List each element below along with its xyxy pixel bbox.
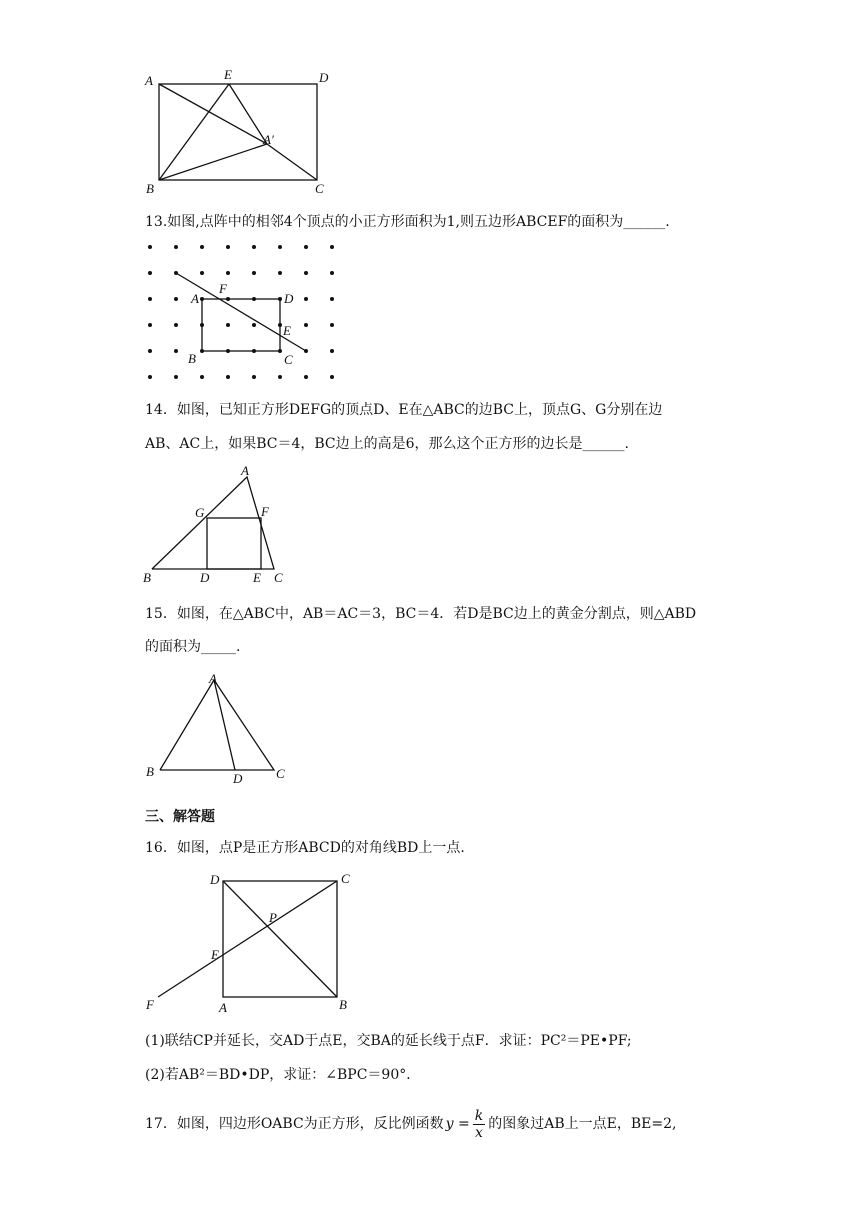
lattice-dot: [200, 375, 204, 379]
problem-16-part2: (2)若AB²＝BD•DP，求证：∠BPC＝90°．: [145, 1067, 421, 1083]
fig13-label-c: C: [284, 352, 293, 367]
lattice-dot: [148, 323, 152, 327]
fig14-label-d: D: [200, 570, 210, 585]
section-heading: 三、解答题: [145, 809, 215, 825]
fig15-label-d: D: [233, 771, 243, 785]
fig12-label-c: C: [315, 181, 324, 196]
lattice-dot: [278, 245, 282, 249]
lattice-dot: [330, 245, 334, 249]
problem-16-text: 16．如图，点P是正方形ABCD的对角线BD上一点.: [145, 840, 465, 856]
fig16-label-d: D: [210, 872, 220, 887]
lattice-dot: [330, 297, 334, 301]
fig13-label-a: A: [191, 291, 199, 306]
lattice-dot: [330, 323, 334, 327]
problem-13-text: 13.如图,点阵中的相邻4个顶点的小正方形面积为1,则五边形ABCEF的面积为______.: [145, 214, 670, 230]
fig16-label-c: C: [341, 871, 350, 886]
lattice-dot: [148, 245, 152, 249]
lattice-dot: [174, 297, 178, 301]
lattice-dot: [278, 375, 282, 379]
problem-17-text-before: 17．如图，四边形OABC为正方形，反比例函数: [145, 1116, 444, 1132]
lattice-dot: [330, 349, 334, 353]
fig14-label-g: G: [195, 505, 205, 520]
problem-14-text-line1: 14．如图，已知正方形DEFG的顶点D、E在△ABC的边BC上，顶点G、G分别在边: [145, 402, 663, 418]
lattice-dot: [304, 245, 308, 249]
fig12-label-b: B: [146, 181, 154, 196]
fraction-numerator: k: [474, 1107, 484, 1124]
lattice-dot: [278, 271, 282, 275]
fig12-label-d: D: [319, 70, 329, 85]
problem-17-text-after: 的图象过AB上一点E，BE=2,: [488, 1116, 677, 1132]
lattice-dot: [148, 271, 152, 275]
lattice-dot: [252, 271, 256, 275]
problem-16-part1: (1)联结CP并延长，交AD于点E，交BA的延长线于点F．求证：PC²＝PE•PF;: [145, 1033, 632, 1049]
lattice-dot: [200, 271, 204, 275]
fig12-label-e: E: [224, 67, 232, 82]
problem-15-text-line1: 15．如图，在△ABC中，AB＝AC＝3，BC＝4．若D是BC边上的黄金分割点，则△ABD: [145, 606, 697, 622]
fig14-label-c: C: [274, 570, 283, 585]
fraction-lhs: y =: [445, 1116, 470, 1132]
fig16-label-p: P: [269, 910, 277, 925]
fig12-label-aprime: A′: [263, 132, 274, 147]
fig14-label-b: B: [143, 570, 151, 585]
lattice-dot: [148, 297, 152, 301]
lattice-dot: [252, 323, 256, 327]
lattice-dot: [304, 323, 308, 327]
fig15-label-a: A: [209, 671, 217, 686]
lattice-dot: [148, 375, 152, 379]
problem-15-text-line2: 的面积为_____.: [145, 639, 241, 655]
fraction-denominator: x: [475, 1124, 483, 1141]
isosceles-triangle-figure: [140, 670, 300, 785]
fig13-label-e: E: [283, 323, 291, 338]
square-diagonal-figure: [140, 866, 360, 1018]
lattice-dot: [226, 323, 230, 327]
lattice-dot: [304, 271, 308, 275]
fig13-label-f: F: [219, 281, 227, 296]
fig13-label-d: D: [284, 291, 294, 306]
fig16-label-b: B: [339, 997, 347, 1012]
fraction-k-over-x: [473, 1108, 485, 1141]
fig15-label-b: B: [146, 764, 154, 779]
lattice-dot: [304, 297, 308, 301]
fig16-label-e: E: [211, 947, 219, 962]
lattice-dot: [304, 375, 308, 379]
fig16-label-f: F: [146, 997, 154, 1012]
fig16-label-a: A: [219, 1000, 227, 1015]
lattice-dot: [148, 349, 152, 353]
fig14-label-a: A: [241, 463, 249, 478]
lattice-dot: [174, 375, 178, 379]
lattice-dot: [226, 375, 230, 379]
fig14-label-e: E: [253, 570, 261, 585]
lattice-dot: [330, 271, 334, 275]
triangle-square-figure: [140, 462, 300, 587]
problem-17-text: [145, 1100, 676, 1148]
fig14-label-f: F: [261, 504, 269, 519]
lattice-dot: [174, 349, 178, 353]
rectangle-fold-figure: [140, 65, 340, 200]
lattice-dot: [252, 375, 256, 379]
lattice-dot: [252, 245, 256, 249]
lattice-dot: [330, 375, 334, 379]
lattice-dot: [174, 245, 178, 249]
fig12-label-a: A: [145, 73, 153, 88]
dot-lattice-figure: [140, 237, 350, 387]
fig15-label-c: C: [276, 766, 285, 781]
lattice-dot: [174, 323, 178, 327]
problem-14-text-line2: AB、AC上，如果BC＝4，BC边上的高是6，那么这个正方形的边长是______.: [145, 436, 630, 452]
lattice-dot: [226, 245, 230, 249]
lattice-dot: [200, 245, 204, 249]
fig13-label-b: B: [188, 351, 196, 366]
lattice-dot: [226, 271, 230, 275]
